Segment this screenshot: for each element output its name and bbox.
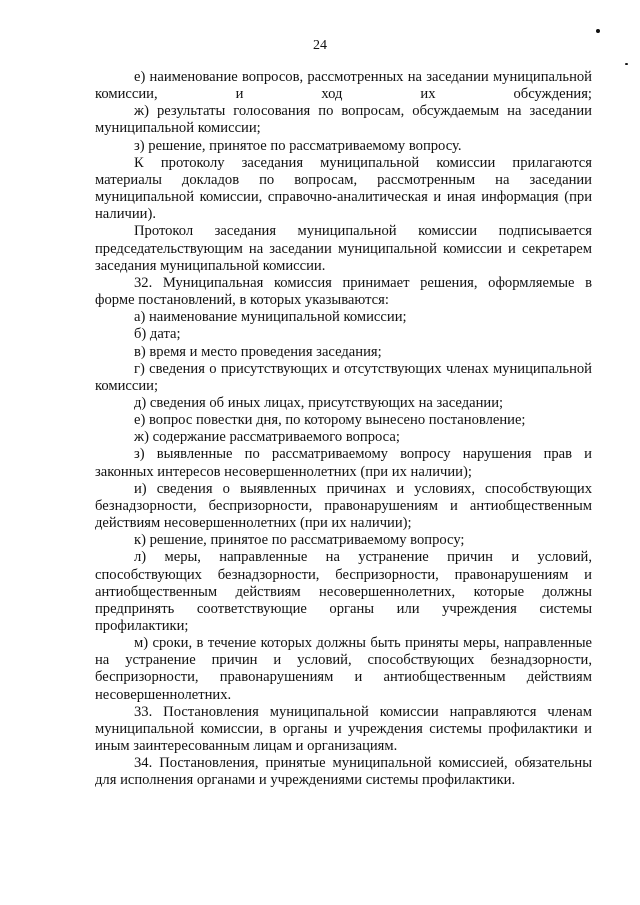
paragraph-b-date: б) дата;: [134, 326, 181, 343]
paragraph-e-agenda-question: е) вопрос повестки дня, по которому вынесено постановление;: [134, 412, 526, 429]
page-number: 24: [313, 38, 327, 53]
paragraph-d-other-persons: д) сведения об иных лицах, присутствующих на заседании;: [134, 394, 504, 411]
paragraph-l-measures: л) меры, направленные на устранение причин и условий, способствующих безнадзорности, беспризорности, правонарушениям и антиобщественным действиям несовершеннолетних, которые должны предпринять соответствующие органы или учреждения системы профилактики;: [95, 549, 592, 634]
paragraph-a-commission-name: а) наименование муниципальной комиссии;: [134, 309, 407, 326]
paragraph-k-decision: к) решение, принятое по рассматриваемому вопросу;: [134, 532, 465, 549]
paragraph-m-deadlines: м) сроки, в течение которых должны быть приняты меры, направленные на устранение причин и условий, способствующих безнадзорности, беспризорности, правонарушениям и антиобщественным действиям несовершеннолетних.: [95, 635, 592, 703]
paragraph-g-members-present: г) сведения о присутствующих и отсутствующих членах муниципальной комиссии;: [95, 360, 592, 394]
paragraph-protocol-signing: Протокол заседания муниципальной комиссии подписывается председательствующим на заседании муниципальной комиссии и секретарем заседания муниципальной комиссии.: [95, 223, 592, 274]
scan-speck: [596, 29, 600, 33]
paragraph-34-mandatory: 34. Постановления, принятые муниципальной комиссией, обязательны для исполнения органами и учреждениями системы профилактики.: [95, 755, 592, 789]
paragraph-v-time-place: в) время и место проведения заседания;: [134, 343, 382, 360]
scan-speck: [625, 63, 628, 65]
paragraph-i-causes: и) сведения о выявленных причинах и условиях, способствующих безнадзорности, беспризорности, правонарушениям и антиобщественным действиям несовершеннолетних (при их наличии);: [95, 480, 592, 532]
paragraph-zh-question-content: ж) содержание рассматриваемого вопроса;: [134, 429, 400, 446]
paragraph-33-distribution: 33. Постановления муниципальной комиссии направляются членам муниципальной комиссии, в органы и учреждения системы профилактики и иным заинтересованным лицам и организациям.: [95, 703, 592, 755]
document-body: [95, 69, 592, 790]
paragraph-32-resolutions: 32. Муниципальная комиссия принимает решения, оформляемые в форме постановлений, в которых указываются:: [95, 274, 592, 309]
paragraph-z-decision: з) решение, принятое по рассматриваемому вопросу.: [134, 137, 462, 154]
paragraph-e-agenda-items: е) наименование вопросов, рассмотренных на заседании муниципальной комиссии, и ход их обсуждения;: [95, 69, 592, 103]
paragraph-zh-voting-results: ж) результаты голосования по вопросам, обсуждаемым на заседании муниципальной комиссии;: [95, 103, 592, 137]
paragraph-protocol-attachments: К протоколу заседания муниципальной комиссии прилагаются материалы докладов по вопросам, рассмотренным на заседании муниципальной комиссии, справочно-аналитическая и иная информация (при наличии).: [95, 154, 592, 223]
paragraph-z-violations: з) выявленные по рассматриваемому вопросу нарушения прав и законных интересов несовершеннолетних (при их наличии);: [95, 446, 592, 480]
